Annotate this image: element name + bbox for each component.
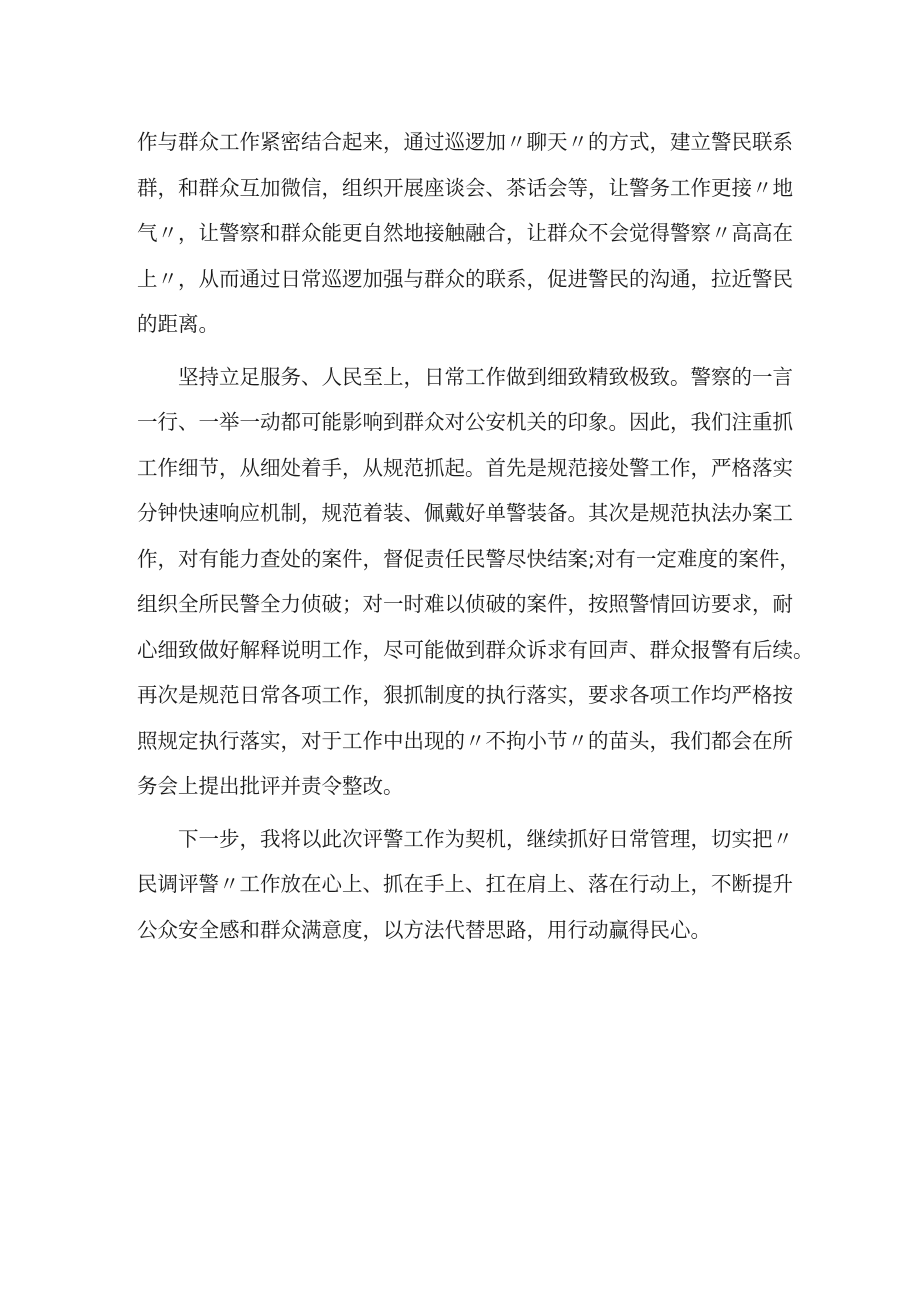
paragraph-spacer: [137, 348, 787, 355]
paragraph-line: 作，对有能力查处的案件，督促责任民警尽快结案;对有一定难度的案件，: [137, 546, 800, 571]
paragraph-line: 的距离。: [137, 312, 219, 336]
paragraph-line: 照规定执行落实，对于工作中出现的〃不拘小节〃的苗头，我们都会在所: [137, 728, 793, 753]
paragraph-line: 分钟快速响应机制，规范着装、佩戴好单警装备。其次是规范执法办案工: [137, 501, 793, 525]
paragraph-line: 公众安全感和群众满意度，以方法代替思路，用行动赢得民心。: [137, 917, 711, 942]
paragraph-line: 务会上提出批评并责令整改。: [137, 774, 404, 798]
paragraph-line: 坚持立足服务、人民至上，日常工作做到细致精致极致。警察的一言: [178, 364, 793, 389]
paragraph-line: 气〃，让警察和群众能更自然地接触融合，让群众不会觉得警察〃高高在: [137, 221, 793, 245]
paragraph-line: 作与群众工作紧密结合起来，通过巡逻加〃聊天〃的方式，建立警民联系: [137, 130, 793, 154]
paragraph-line: 心细致做好解释说明工作，尽可能做到群众诉求有回声、群众报警有后续。: [137, 637, 814, 662]
paragraph-spacer: [137, 810, 787, 817]
paragraph-line: 民调评警〃工作放在心上、抓在手上、扛在肩上、落在行动上，不断提升: [137, 872, 793, 896]
paragraph-line: 下一步，我将以此次评警工作为契机，继续抓好日常管理，切实把〃: [178, 826, 793, 851]
paragraph-2: [137, 355, 814, 810]
paragraph-1: [137, 120, 793, 348]
paragraph-line: 一行、一举一动都可能影响到群众对公安机关的印象。因此，我们注重抓: [137, 410, 793, 434]
paragraph-line: 工作细节，从细处着手，从规范抓起。首先是规范接处警工作，严格落实: [137, 455, 793, 480]
paragraph-line: 上〃，从而通过日常巡逻加强与群众的联系，促进警民的沟通，拉近警民: [137, 266, 793, 291]
paragraph-line: 群，和群众互加微信，组织开展座谈会、茶话会等，让警务工作更接〃地: [137, 175, 793, 200]
paragraph-line: 再次是规范日常各项工作，狠抓制度的执行落实，要求各项工作均严格按: [137, 683, 793, 707]
document-body: [137, 120, 814, 953]
paragraph-line: 组织全所民警全力侦破；对一时难以侦破的案件，按照警情回访要求，耐: [137, 592, 793, 616]
paragraph-3: [137, 817, 793, 954]
